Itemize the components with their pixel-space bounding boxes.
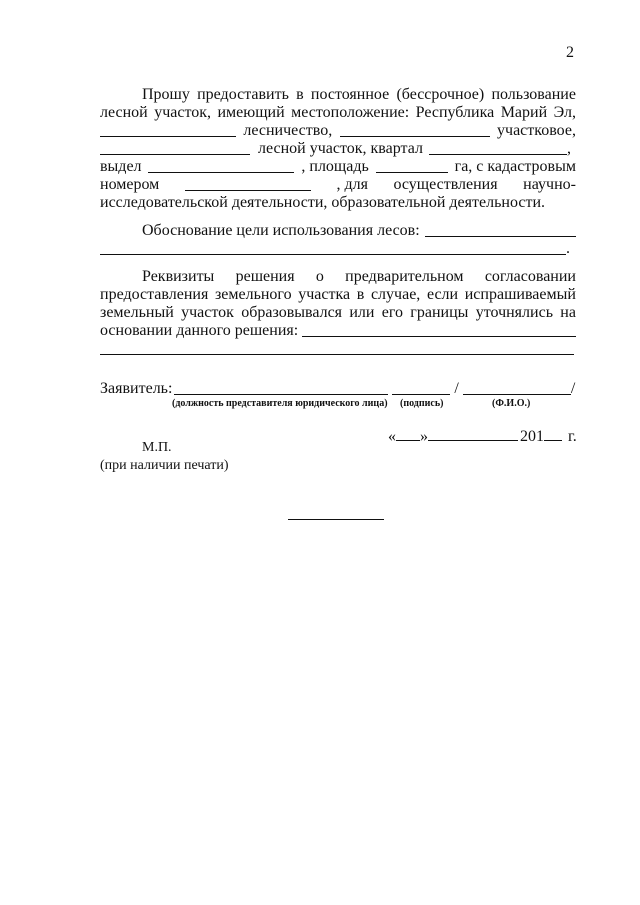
word: или	[349, 304, 375, 321]
word: в	[356, 286, 365, 303]
word: участка	[298, 286, 351, 303]
slash: /	[454, 380, 459, 397]
vydel-label: выдел	[100, 158, 142, 175]
purpose-implementation-label: осуществления	[393, 176, 498, 193]
word: Марий	[500, 104, 548, 121]
word: границы	[410, 304, 469, 321]
requisites-line-4	[100, 322, 576, 340]
justification-field[interactable]	[425, 222, 576, 237]
purpose-for-label: , для	[336, 176, 368, 193]
requisites-line-5	[100, 340, 576, 355]
period: .	[566, 240, 570, 257]
caption-name: (Ф.И.О.)	[492, 398, 531, 409]
year-suffix: г.	[568, 428, 577, 445]
word: предоставления	[100, 286, 209, 303]
request-line-3	[100, 122, 576, 140]
word: постоянное	[310, 86, 390, 103]
stamp-note: (при наличии печати)	[100, 458, 229, 473]
justification-label: Обоснование цели использования лесов:	[142, 222, 420, 239]
signature-field[interactable]	[392, 380, 450, 395]
vydel-field[interactable]	[148, 158, 294, 173]
slash: /	[570, 380, 576, 397]
day-field[interactable]	[396, 426, 420, 441]
word: если	[426, 286, 459, 303]
comma: ,	[566, 140, 571, 157]
word: участок,	[154, 104, 211, 121]
applicant-label: Заявитель:	[100, 380, 173, 397]
requisites-line-3	[100, 304, 576, 322]
word: о	[315, 268, 324, 285]
word: на	[560, 304, 576, 321]
area-field[interactable]	[376, 158, 448, 173]
request-line-6	[100, 176, 576, 194]
word: его	[381, 304, 403, 321]
year-field[interactable]	[544, 426, 562, 441]
forestry-label: лесничество,	[243, 122, 333, 139]
separator-line	[288, 519, 384, 520]
word: предварительном	[345, 268, 464, 285]
ga-cadastral-label: га, с кадастровым	[454, 158, 576, 175]
word: пользование	[491, 86, 576, 103]
word: уточнялись	[475, 304, 553, 321]
word: участок	[181, 304, 234, 321]
word: предоставить	[197, 86, 289, 103]
stamp-label: М.П.	[142, 440, 172, 455]
word: Республика	[415, 104, 495, 121]
request-line-2	[100, 104, 576, 122]
cadastral-number-field[interactable]	[185, 176, 311, 191]
forest-plot-name-field[interactable]	[100, 140, 250, 155]
request-line-1	[100, 86, 576, 104]
request-line-4	[100, 140, 576, 158]
caption-position: (должность представителя юридического лица)	[172, 398, 388, 409]
requisites-label: основании данного решения:	[100, 322, 299, 339]
forest-plot-quarter-label: лесной участок, квартал	[258, 140, 423, 157]
name-field[interactable]	[463, 380, 571, 395]
caption-sign: (подпись)	[400, 398, 444, 409]
word: имеющий	[217, 104, 285, 121]
word: земельный	[100, 304, 174, 321]
word: согласовании	[484, 268, 576, 285]
word: испрашиваемый	[464, 286, 576, 303]
word: образовывался	[241, 304, 343, 321]
justification-line-2	[100, 240, 576, 258]
close-quote: »	[420, 428, 428, 445]
justification-line-1	[100, 222, 576, 240]
request-line-5	[100, 158, 576, 176]
justification-field-continued[interactable]	[100, 240, 566, 255]
open-quote: «	[388, 428, 396, 445]
purpose-research-label: научно-	[523, 176, 576, 193]
requisites-line-2	[100, 286, 576, 304]
word: в	[296, 86, 304, 103]
date-line	[388, 426, 577, 446]
word: земельного	[214, 286, 292, 303]
district-forestry-label: участковое,	[497, 122, 576, 139]
requisites-line-1	[100, 268, 576, 286]
signature-line	[100, 380, 576, 398]
number-label: номером	[100, 176, 160, 193]
year-prefix: 201	[520, 428, 544, 445]
district-forestry-name-field[interactable]	[340, 122, 490, 137]
quarter-field[interactable]	[429, 140, 567, 155]
word: Прошу	[142, 86, 190, 103]
word: Эл,	[553, 104, 576, 121]
word: решения	[235, 268, 295, 285]
requisites-field-continued[interactable]	[100, 340, 574, 355]
word: случае,	[370, 286, 421, 303]
page-number: 2	[566, 44, 574, 61]
position-field[interactable]	[174, 380, 388, 395]
month-field[interactable]	[428, 426, 518, 441]
word: лесной	[100, 104, 148, 121]
forestry-name-field[interactable]	[100, 122, 236, 137]
word: местоположение:	[291, 104, 410, 121]
word: (бессрочное)	[396, 86, 485, 103]
word: Реквизиты	[142, 268, 215, 285]
requisites-field[interactable]	[302, 322, 576, 337]
area-label: , площадь	[301, 158, 369, 175]
request-line-7	[100, 194, 576, 212]
activity-text: исследовательской деятельности, образовательной деятельности.	[100, 194, 545, 211]
